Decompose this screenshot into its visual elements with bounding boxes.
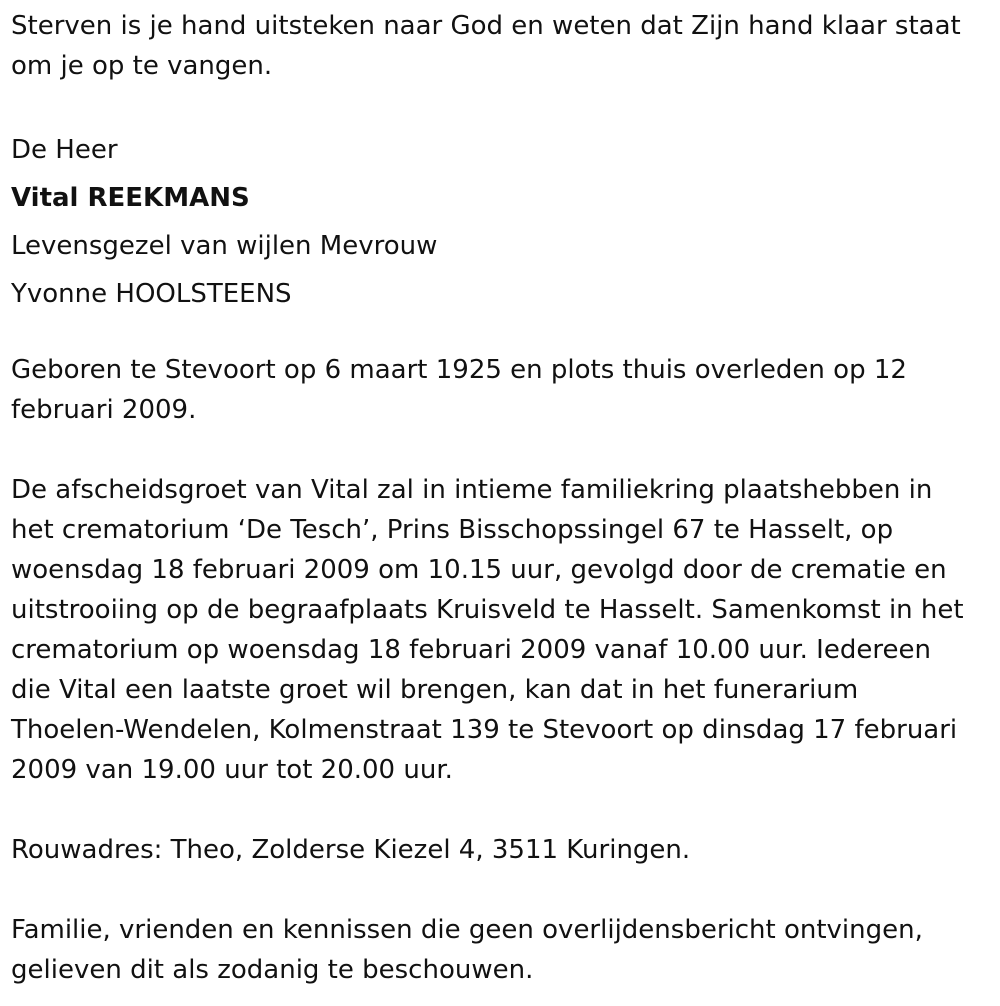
birth-death-paragraph bbox=[11, 350, 996, 430]
ceremony-line: die Vital een laatste groet wil brengen, kan dat in het funerarium bbox=[11, 675, 859, 705]
ceremony-line: Thoelen-Wendelen, Kolmenstraat 139 te Stevoort op dinsdag 17 februari bbox=[11, 715, 958, 745]
ceremony-line: 2009 van 19.00 uur tot 20.00 uur. bbox=[11, 755, 453, 785]
ceremony-line: uitstrooiing op de begraafplaats Kruisveld te Hasselt. Samenkomst in het bbox=[11, 595, 964, 625]
motto-line: om je op te vangen. bbox=[11, 51, 273, 81]
closing-line: Familie, vrienden en kennissen die geen overlijdensbericht ontvingen, bbox=[11, 915, 923, 945]
birth-death-line: Geboren te Stevoort op 6 maart 1925 en plots thuis overleden op 12 bbox=[11, 355, 907, 385]
ceremony-line: De afscheidsgroet van Vital zal in intieme familiekring plaatshebben in bbox=[11, 475, 933, 505]
ceremony-paragraph bbox=[11, 470, 996, 790]
closing-line: gelieven dit als zodanig te beschouwen. bbox=[11, 955, 534, 985]
ceremony-line: het crematorium ‘De Tesch’, Prins Bisschopssingel 67 te Hasselt, op bbox=[11, 515, 894, 545]
relation-line: Levensgezel van wijlen Mevrouw bbox=[11, 231, 438, 261]
ceremony-line: woensdag 18 februari 2009 om 10.15 uur, gevolgd door de crematie en bbox=[11, 555, 947, 585]
birth-death-line: februari 2009. bbox=[11, 395, 197, 425]
closing-paragraph bbox=[11, 910, 996, 990]
deceased-name: Vital REEKMANS bbox=[11, 183, 250, 213]
relation-line: Yvonne HOOLSTEENS bbox=[11, 279, 292, 309]
deceased-block bbox=[11, 126, 996, 318]
motto-line: Sterven is je hand uitsteken naar God en weten dat Zijn hand klaar staat bbox=[11, 11, 961, 41]
mourning-address-line: Rouwadres: Theo, Zolderse Kiezel 4, 3511 Kuringen. bbox=[11, 835, 691, 865]
salutation: De Heer bbox=[11, 135, 118, 165]
ceremony-line: crematorium op woensdag 18 februari 2009 vanaf 10.00 uur. Iedereen bbox=[11, 635, 931, 665]
mourning-address bbox=[11, 830, 996, 870]
motto-paragraph bbox=[11, 6, 996, 86]
